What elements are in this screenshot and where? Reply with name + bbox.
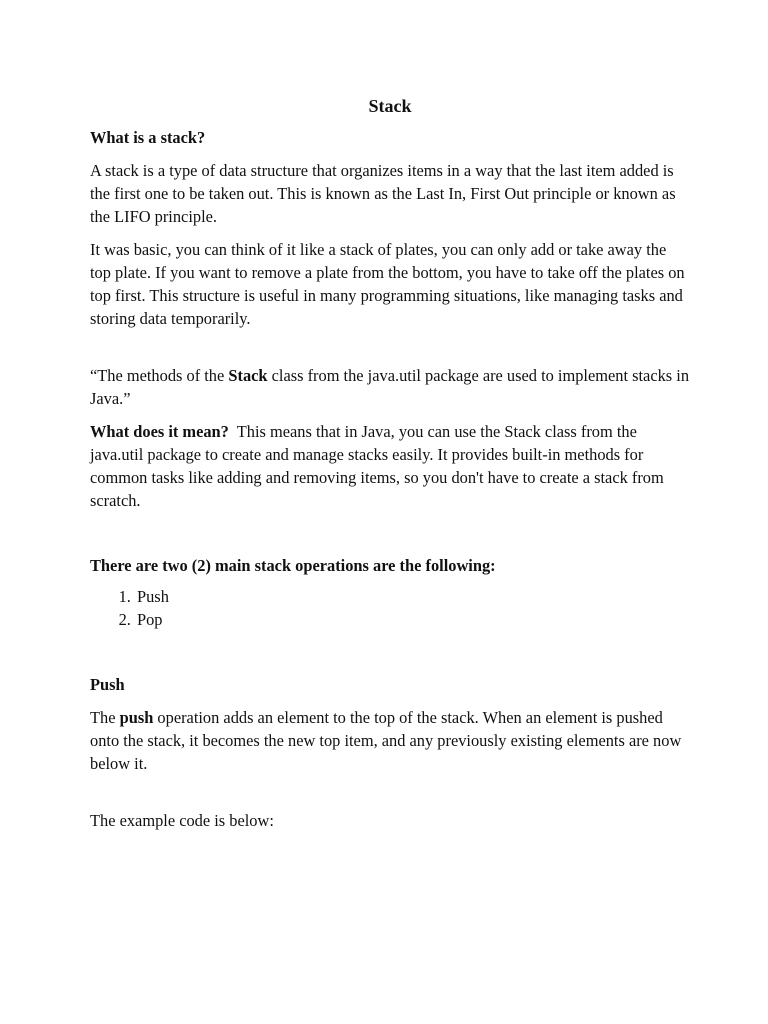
- section-heading-what-is-stack: What is a stack?: [90, 128, 206, 147]
- quote-bold-stack: Stack: [228, 366, 268, 385]
- operations-list: [90, 585, 690, 631]
- section-heading-push: Push: [90, 675, 125, 694]
- section-heading-operations: There are two (2) main stack operations are the following:: [90, 556, 496, 575]
- paragraph-example-code-intro: The example code is below:: [90, 811, 274, 830]
- paragraph-meaning: [90, 420, 690, 512]
- page-title: Stack: [368, 96, 412, 116]
- paragraph-stack-definition: A stack is a type of data structure that organizes items in a way that the last item added is the first one to be taken out. This is known as the Last In, First Out principle or known as the LIFO principle.: [90, 161, 676, 226]
- paragraph-plates-analogy: It was basic, you can think of it like a stack of plates, you can only add or take away the top plate. If you want to remove a plate from the bottom, you have to take off the plates on top first. This structure is useful in many programming situations, like managing tasks and storing data temporarily.: [90, 240, 685, 328]
- meaning-label: What does it mean?: [90, 422, 229, 441]
- push-text-start: The: [90, 708, 120, 727]
- list-item: 1. Push: [135, 585, 690, 608]
- paragraph-push-description: [90, 706, 690, 775]
- quote-text-start: “The methods of the: [90, 366, 229, 385]
- paragraph-java-quote: [90, 364, 690, 410]
- list-item: 2. Pop: [135, 608, 690, 631]
- push-bold-word: push: [119, 708, 154, 727]
- meaning-text: This means that in Java, you can use the Stack class from the java.util package to create and manage stacks easily. It provides built-in methods for common tasks like adding and removing items, so you don't have to create a stack from scratch.: [90, 422, 668, 510]
- quote-text-end: class from the java.util package are used to implement stacks in Java.”: [90, 366, 690, 408]
- document-content: [90, 94, 690, 832]
- push-text-end: operation adds an element to the top of the stack. When an element is pushed onto the stack, it becomes the new top item, and any previously existing elements are now below it.: [90, 708, 682, 773]
